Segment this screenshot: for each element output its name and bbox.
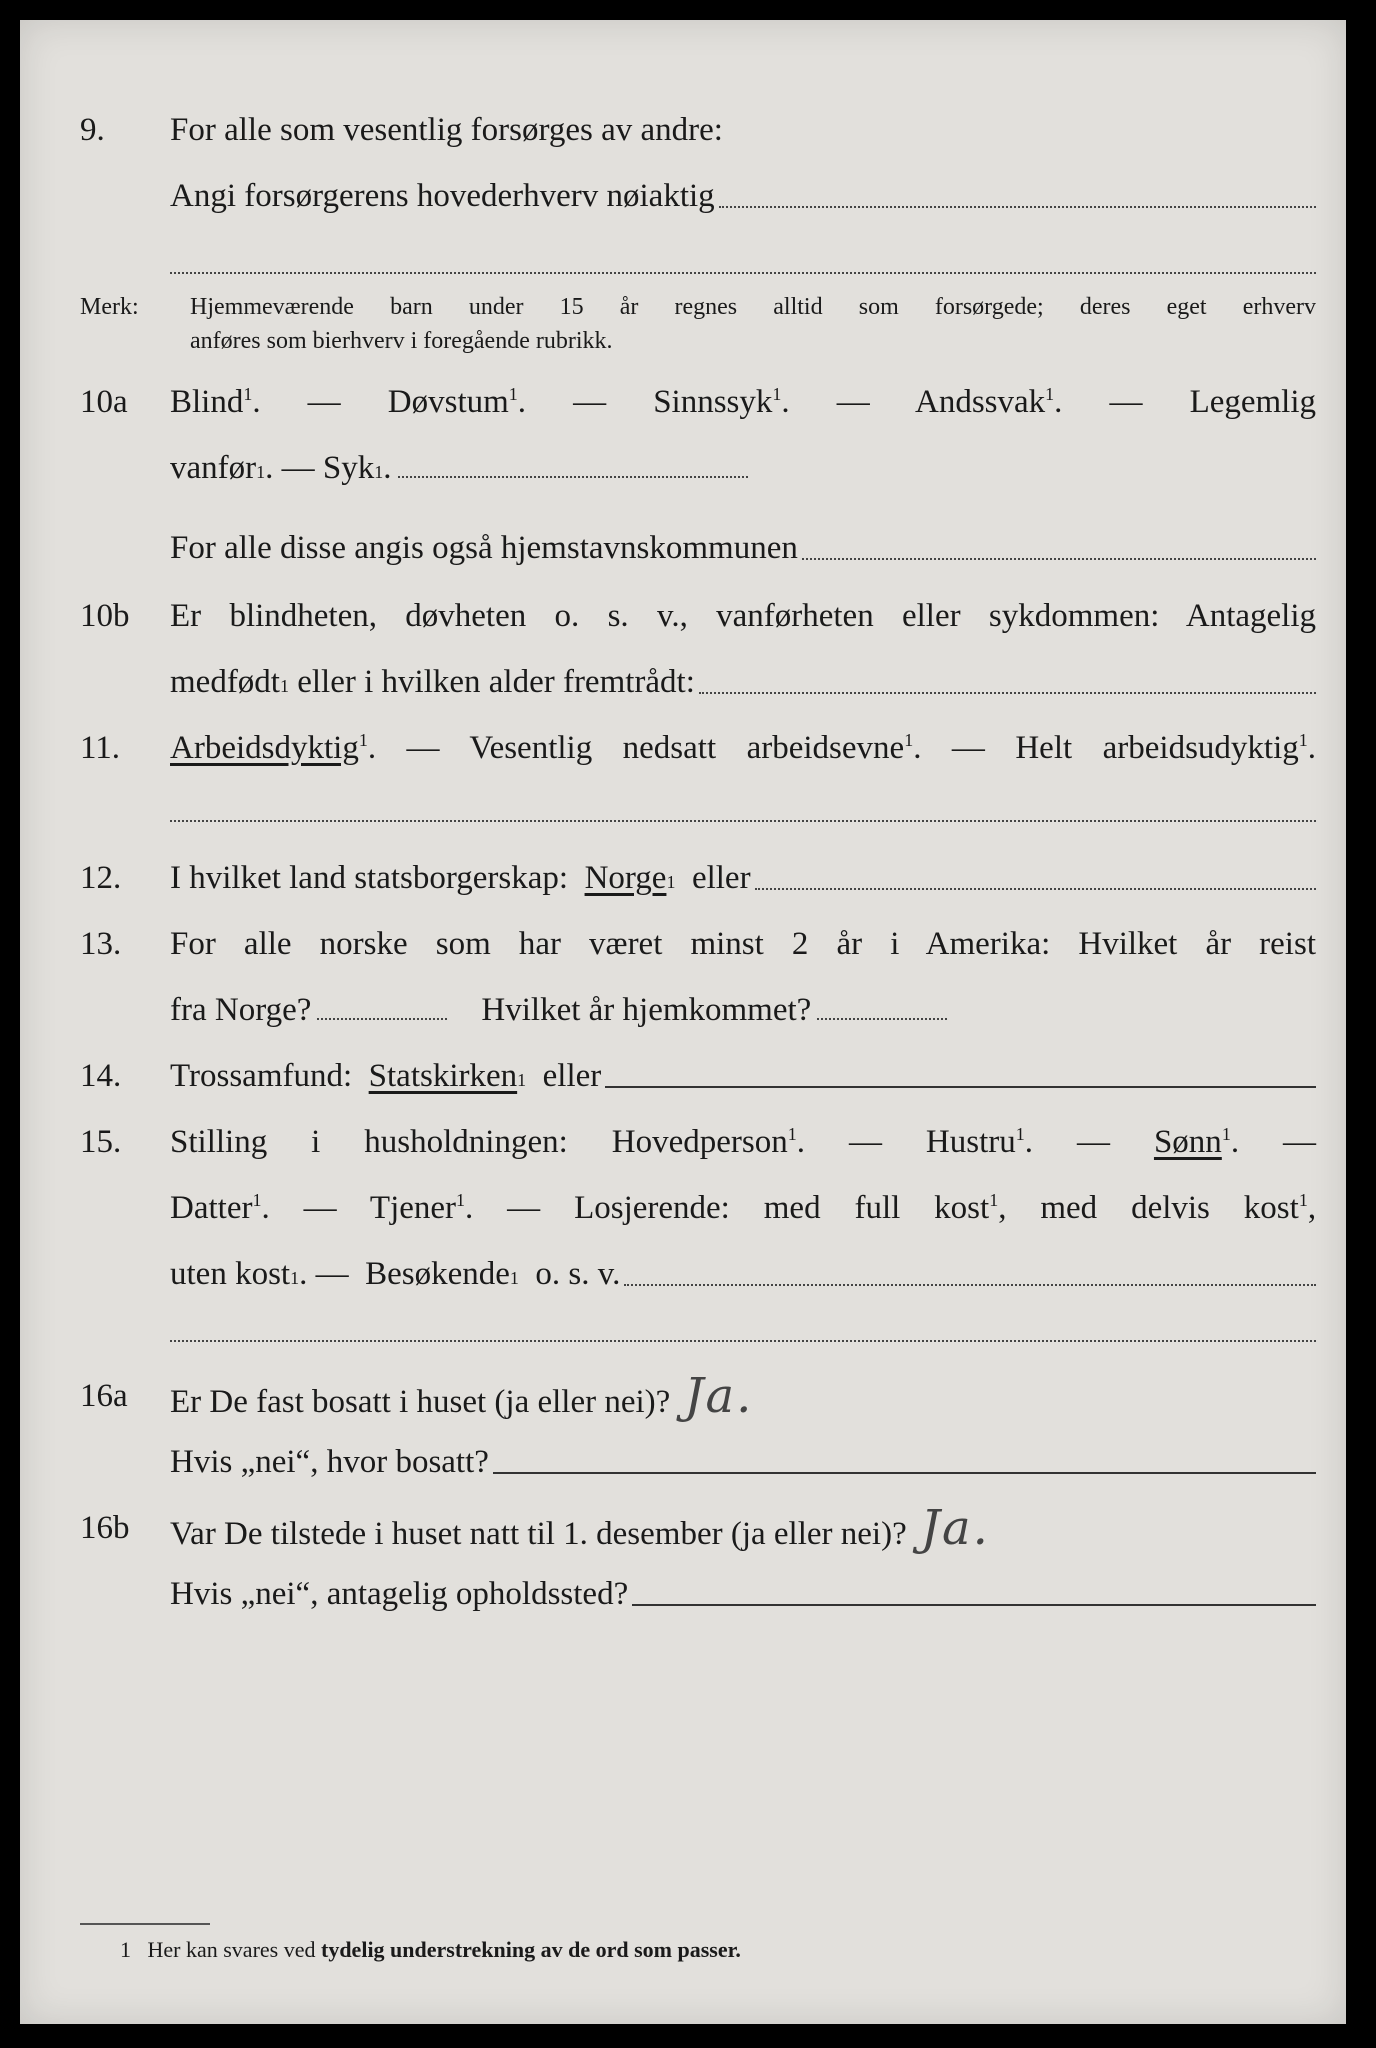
q10b-row-2: medfødt 1 eller i hvilken alder fremtrådt:: [20, 660, 1346, 704]
footnote-ref: 1: [772, 384, 782, 404]
q13-row-2: [20, 988, 1346, 1032]
q10b-answer-line[interactable]: [699, 692, 1316, 694]
opt-andssvak[interactable]: Andssvak: [914, 384, 1046, 420]
footnote-ref: 1: [1015, 1124, 1025, 1144]
q13-reist: fra Norge?: [170, 992, 312, 1028]
footnote-text-b: tydelig understrekning av de ord som passer.: [321, 1937, 741, 1962]
footnote-text-a: Her kan svares ved: [147, 1937, 316, 1962]
q15-intro: Stilling i husholdningen:: [170, 1124, 568, 1160]
q13-number: 13.: [80, 926, 122, 962]
q11-number: 11.: [80, 730, 121, 766]
q9-question: For alle som vesentlig forsørges av andre:: [170, 112, 723, 148]
opt-fullkost[interactable]: med full kost: [763, 1190, 990, 1226]
q16b-handwritten-answer[interactable]: Ja.: [920, 1500, 990, 1556]
q10b-row: [20, 594, 1346, 638]
opt-hovedperson[interactable]: Hovedperson: [611, 1124, 788, 1160]
opt-besokende[interactable]: Besøkende: [365, 1256, 510, 1292]
merk-label: Merk:: [80, 294, 139, 320]
opt-norge[interactable]: Norge: [584, 860, 667, 896]
merk-text-2: anføres som bierhverv i foregående rubrikk.: [190, 328, 613, 354]
opt-legemlig[interactable]: Legemlig: [1189, 384, 1317, 420]
q16b-row-2: [20, 1572, 1346, 1616]
footnote-ref: 1: [1045, 384, 1055, 404]
q9-row-2: [20, 174, 1346, 218]
q10a-row-2: vanfør 1 . — Syk 1 .: [20, 446, 1346, 490]
census-form-page: [20, 20, 1346, 2024]
q10a-hjemstavn-line[interactable]: [802, 558, 1316, 560]
q10a-answer-line[interactable]: [398, 476, 748, 478]
q10b-question: Er blindheten, døvheten o. s. v., vanførheten eller sykdommen: Antagelig: [170, 598, 1316, 634]
q16b-opholdssted: Hvis „nei“, antagelig opholdssted?: [170, 1576, 629, 1612]
q14-number: 14.: [80, 1058, 122, 1094]
opt-nedsatt[interactable]: Vesentlig nedsatt arbeidsevne: [469, 730, 905, 766]
footnote-ref: 1: [1221, 1124, 1231, 1144]
q16b-answer-line[interactable]: [632, 1604, 1316, 1606]
q15-options: Stilling i husholdningen: Hovedperson$^1$. — Hustru$^1$. — Sønn$^1$. —: [170, 1124, 1317, 1160]
opt-dovstum[interactable]: Døvstum: [387, 384, 509, 420]
footnote-rule: [80, 1923, 210, 1925]
q12-eller: eller: [691, 860, 751, 896]
q13-hjemkommet-line[interactable]: [817, 1018, 947, 1020]
opt-utenkost[interactable]: uten kost: [170, 1256, 291, 1292]
footnote-ref: 1: [252, 1190, 262, 1210]
q15-answer-line[interactable]: [624, 1284, 1316, 1286]
q16a-question: Er De fast bosatt i huset (ja eller nei)?: [170, 1384, 671, 1420]
q14-answer-line[interactable]: [605, 1086, 1316, 1088]
q12-answer-line[interactable]: [755, 888, 1316, 890]
opt-udyktig[interactable]: Helt arbeidsudyktig: [1015, 730, 1299, 766]
merk-text-1: Hjemmeværende barn under 15 år regnes alltid som forsørgede; deres eget erhverv: [190, 294, 1316, 320]
q12-row: 12. I hvilket land statsborgerskap: Norge 1 eller: [20, 856, 1346, 900]
opt-syk[interactable]: Syk: [322, 450, 375, 486]
q15-row-2: [20, 1186, 1346, 1230]
q11-answer-line[interactable]: [170, 820, 1316, 822]
footnote-ref: 1: [1298, 730, 1308, 750]
footnote-mark: 1: [120, 1937, 131, 1962]
q10a-number: 10a: [80, 384, 128, 420]
q16b-number: 16b: [80, 1510, 130, 1546]
q9-number: 9.: [80, 112, 105, 148]
q16a-handwritten-answer[interactable]: Ja.: [684, 1368, 754, 1424]
footnote-ref: 1: [243, 384, 253, 404]
q14-eller: eller: [542, 1058, 602, 1094]
footnote-ref: 1: [989, 1190, 999, 1210]
q9-answer-line[interactable]: [719, 206, 1316, 208]
q16a-bosatt: Hvis „nei“, hvor bosatt?: [170, 1444, 489, 1480]
q15-options-2: Datter$^1$. — Tjener$^1$. — Losjerende: med full kost$^1$, med delvis kost$^1$,: [170, 1190, 1317, 1226]
opt-hustru[interactable]: Hustru: [925, 1124, 1016, 1160]
q9-answer-line-2[interactable]: [170, 272, 1316, 274]
q13-hjemkommet: Hvilket år hjemkommet?: [481, 992, 812, 1028]
footnote-ref: 1: [787, 1124, 797, 1144]
opt-sinnssyk[interactable]: Sinnssyk: [653, 384, 773, 420]
q15-number: 15.: [80, 1124, 122, 1160]
q10a-hjemstavn: For alle disse angis også hjemstavnskommunen: [170, 530, 798, 566]
opt-statskirken[interactable]: Statskirken: [368, 1058, 518, 1094]
q10a-row: [20, 380, 1346, 424]
q14-row: 14. Trossamfund: Statskirken 1 eller: [20, 1054, 1346, 1098]
opt-datter[interactable]: Datter: [170, 1190, 253, 1226]
q16a-row: [20, 1368, 1346, 1424]
opt-arbeidsdyktig[interactable]: Arbeidsdyktig: [170, 730, 359, 766]
q16a-answer-line[interactable]: [493, 1472, 1316, 1474]
q16a-row-2: [20, 1440, 1346, 1484]
q13-row: [20, 922, 1346, 966]
q16b-question: Var De tilstede i huset natt til 1. desember (ja eller nei)?: [170, 1516, 907, 1552]
footnote: [120, 1935, 741, 1965]
footnote-ref: 1: [508, 384, 518, 404]
q14-question: Trossamfund:: [170, 1058, 353, 1094]
opt-sonn[interactable]: Sønn: [1153, 1124, 1222, 1160]
q16a-number: 16a: [80, 1378, 128, 1414]
footnote-ref: 1: [904, 730, 914, 750]
footnote-ref: 1: [456, 1190, 466, 1210]
q10a-options: Blind$^1$. — Døvstum$^1$. — Sinnssyk$^1$. — Andssvak$^1$. — Legemlig: [170, 384, 1317, 420]
opt-tjener[interactable]: Tjener: [369, 1190, 457, 1226]
q11-options: Arbeidsdyktig$^1$. — Vesentlig nedsatt arbeidsevne$^1$. — Helt arbeidsudyktig$^1$.: [170, 730, 1316, 766]
q10b-number: 10b: [80, 598, 130, 634]
opt-blind[interactable]: Blind: [170, 384, 244, 420]
opt-vanfor[interactable]: vanfør: [170, 450, 257, 486]
q9-row: [20, 108, 1346, 152]
q15-osv: o. s. v.: [535, 1256, 621, 1292]
footnote-ref: 1: [358, 730, 368, 750]
opt-medfodt[interactable]: medfødt: [170, 664, 280, 700]
q13-question: For alle norske som har været minst 2 år i Amerika: Hvilket år reist: [170, 926, 1316, 962]
q11-row: [20, 726, 1346, 770]
footnote-ref: 1: [1298, 1190, 1308, 1210]
q10b-alder: eller i hvilken alder fremtrådt:: [297, 664, 695, 700]
q15-answer-line-2[interactable]: [170, 1340, 1316, 1342]
q13-reist-line[interactable]: [317, 1018, 447, 1020]
q15-row-3: uten kost 1 . — Besøkende 1 o. s. v.: [20, 1252, 1346, 1296]
q10a-row-3: [20, 526, 1346, 570]
q15-row: [20, 1120, 1346, 1164]
opt-delviskost[interactable]: med delvis kost: [1040, 1190, 1299, 1226]
merk-note: [20, 290, 1346, 360]
q15-losjerende: Losjerende:: [574, 1190, 730, 1226]
q9-subquestion: Angi forsørgerens hovederhverv nøiaktig: [170, 178, 715, 214]
q16b-row: [20, 1500, 1346, 1556]
q12-question: I hvilket land statsborgerskap:: [170, 860, 569, 896]
q12-number: 12.: [80, 860, 122, 896]
